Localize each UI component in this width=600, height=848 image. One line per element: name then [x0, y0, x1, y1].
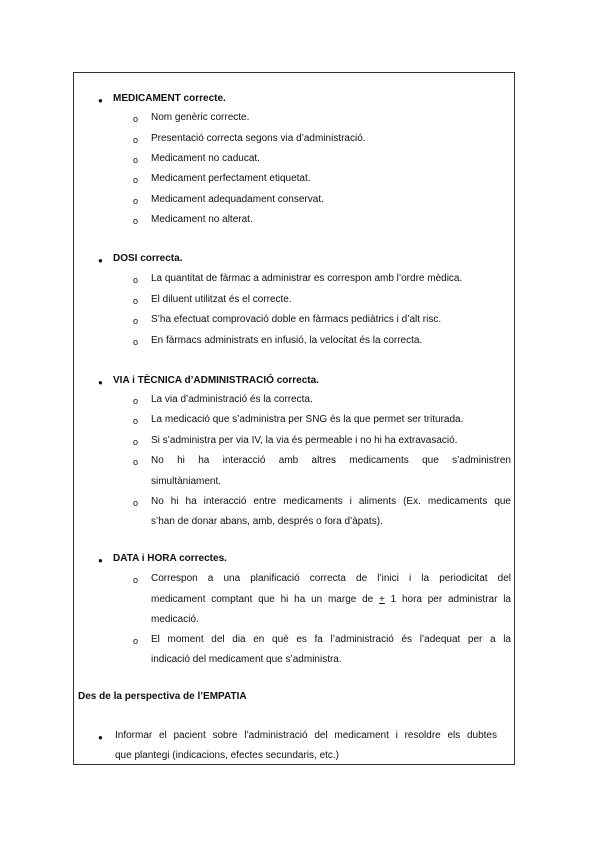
sub-bullet-icon: o [133, 114, 139, 124]
list-item: S’ha efectuat comprovació doble en fàrmacs pediàtrics i d’alt risc. [151, 314, 442, 325]
sub-bullet-icon: o [133, 175, 139, 185]
plus-minus-symbol: + [379, 594, 385, 605]
list-item: Medicament perfectament etiquetat. [151, 173, 311, 184]
sub-bullet-icon: o [133, 498, 139, 508]
list-item: Medicament adequadament conservat. [151, 194, 324, 205]
list-item-text: medicament comptant que hi ha un marge de [151, 594, 379, 605]
section-title-data-hora: DATA i HORA correctes. [113, 553, 227, 564]
section-title-via: VIA i TÈCNICA d’ADMINISTRACIÓ correcta. [113, 375, 319, 386]
sub-bullet-icon: o [133, 216, 139, 226]
section-title-dosi: DOSI correcta. [113, 253, 183, 264]
sub-bullet-icon: o [133, 275, 139, 285]
sub-bullet-icon: o [133, 296, 139, 306]
sub-bullet-icon: o [133, 636, 139, 646]
sub-bullet-icon: o [133, 196, 139, 206]
sub-bullet-icon: o [133, 155, 139, 165]
perspective-item-line: Informar el pacient sobre l’administració del medicament i resoldre els dubtes [115, 730, 497, 741]
bullet-icon: ● [98, 96, 103, 105]
list-item: Si s’administra per via IV, la via és permeable i no hi ha extravasació. [151, 435, 458, 446]
sub-bullet-icon: o [133, 337, 139, 347]
bullet-icon: ● [98, 556, 103, 565]
list-item: Nom genèric correcte. [151, 112, 250, 123]
list-item: Medicament no caducat. [151, 153, 260, 164]
sub-bullet-icon: o [133, 575, 139, 585]
sub-bullet-icon: o [133, 396, 139, 406]
list-item: La via d’administració és la correcta. [151, 394, 313, 405]
perspective-title: Des de la perspectiva de l’EMPATIA [78, 691, 247, 702]
list-item-line: El moment del dia en què es fa l’administració és l’adequat per a la [151, 634, 511, 645]
bullet-icon: ● [98, 378, 103, 387]
bullet-icon: ● [98, 256, 103, 265]
list-item: El diluent utilitzat és el correcte. [151, 294, 292, 305]
section-title-medicament: MEDICAMENT correcte. [113, 93, 226, 104]
sub-bullet-icon: o [133, 135, 139, 145]
list-item-line: simultàniament. [151, 476, 222, 487]
sub-bullet-icon: o [133, 437, 139, 447]
list-item: En fàrmacs administrats en infusió, la velocitat és la correcta. [151, 335, 423, 346]
list-item-line: No hi ha interacció amb altres medicaments que s’administren [151, 455, 511, 466]
list-item-line: indicació del medicament que s’administra. [151, 654, 342, 665]
sub-bullet-icon: o [133, 316, 139, 326]
list-item: Presentació correcta segons via d’administració. [151, 133, 366, 144]
bullet-icon: ● [98, 733, 103, 742]
perspective-item-line: que plantegi (indicacions, efectes secundaris, etc.) [115, 750, 340, 761]
sub-bullet-icon: o [133, 457, 139, 467]
document-frame [73, 72, 515, 765]
list-item-line: Correspon a una planificació correcta de l’inici i la periodicitat del [151, 573, 511, 584]
list-item-text: 1 hora per administrar la [384, 594, 511, 605]
list-item: La quantitat de fàrmac a administrar es correspon amb l’ordre mèdica. [151, 273, 463, 284]
list-item-line: No hi ha interacció entre medicaments i aliments (Ex. medicaments que [151, 496, 511, 507]
sub-bullet-icon: o [133, 416, 139, 426]
list-item-line [151, 590, 511, 610]
list-item-line: medicació. [151, 614, 199, 625]
list-item-line: s’han de donar abans, amb, després o fora d’àpats). [151, 516, 383, 527]
list-item: Medicament no alterat. [151, 214, 253, 225]
list-item: La medicació que s’administra per SNG és la que permet ser triturada. [151, 414, 464, 425]
